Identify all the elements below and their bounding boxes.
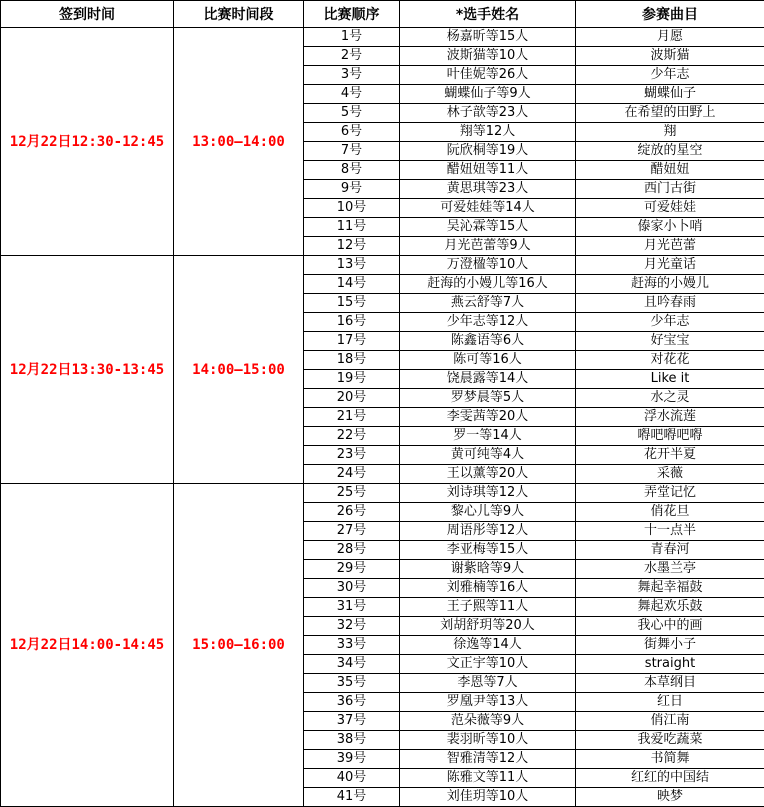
order-cell: 14号 bbox=[304, 275, 400, 294]
contestant-cell: 饶晨露等14人 bbox=[400, 370, 576, 389]
contestant-cell: 波斯猫等10人 bbox=[400, 47, 576, 66]
order-cell: 8号 bbox=[304, 161, 400, 180]
contestant-cell: 刘雅楠等16人 bbox=[400, 579, 576, 598]
song-cell: 蝴蝶仙子 bbox=[576, 85, 764, 104]
order-cell: 3号 bbox=[304, 66, 400, 85]
contestant-cell: 王以薰等20人 bbox=[400, 465, 576, 484]
order-cell: 31号 bbox=[304, 598, 400, 617]
song-cell: 舞起欢乐鼓 bbox=[576, 598, 764, 617]
order-cell: 15号 bbox=[304, 294, 400, 313]
song-cell: 波斯猫 bbox=[576, 47, 764, 66]
table-row bbox=[1, 256, 764, 275]
header-checkin-time: 签到时间 bbox=[1, 1, 174, 28]
song-cell: 西门古街 bbox=[576, 180, 764, 199]
order-cell: 10号 bbox=[304, 199, 400, 218]
song-cell: Like it bbox=[576, 370, 764, 389]
order-cell: 12号 bbox=[304, 237, 400, 256]
order-cell: 7号 bbox=[304, 142, 400, 161]
header-match-order: 比赛顺序 bbox=[304, 1, 400, 28]
song-cell: 俏江南 bbox=[576, 712, 764, 731]
order-cell: 9号 bbox=[304, 180, 400, 199]
table-row bbox=[1, 28, 764, 47]
order-cell: 38号 bbox=[304, 731, 400, 750]
song-cell: 少年志 bbox=[576, 313, 764, 332]
contestant-cell: 谢紫晗等9人 bbox=[400, 560, 576, 579]
order-cell: 28号 bbox=[304, 541, 400, 560]
song-cell: 映梦 bbox=[576, 788, 764, 807]
song-cell: straight bbox=[576, 655, 764, 674]
song-cell: 书简舞 bbox=[576, 750, 764, 769]
header-row bbox=[1, 1, 764, 28]
order-cell: 22号 bbox=[304, 427, 400, 446]
contestant-cell: 赶海的小嫚儿等16人 bbox=[400, 275, 576, 294]
order-cell: 20号 bbox=[304, 389, 400, 408]
song-cell: 我爱吃蔬菜 bbox=[576, 731, 764, 750]
order-cell: 5号 bbox=[304, 104, 400, 123]
song-cell: 可爱娃娃 bbox=[576, 199, 764, 218]
order-cell: 13号 bbox=[304, 256, 400, 275]
song-cell: 月愿 bbox=[576, 28, 764, 47]
song-cell: 好宝宝 bbox=[576, 332, 764, 351]
contestant-cell: 陈雅文等11人 bbox=[400, 769, 576, 788]
contestant-cell: 林子歆等23人 bbox=[400, 104, 576, 123]
song-cell: 红日 bbox=[576, 693, 764, 712]
song-cell: 青春河 bbox=[576, 541, 764, 560]
contestant-cell: 罗梦晨等5人 bbox=[400, 389, 576, 408]
header-song: 参赛曲目 bbox=[576, 1, 764, 28]
header-contestant-name: *选手姓名 bbox=[400, 1, 576, 28]
contestant-cell: 翔等12人 bbox=[400, 123, 576, 142]
contestant-cell: 李亚梅等15人 bbox=[400, 541, 576, 560]
contestant-cell: 罗一等14人 bbox=[400, 427, 576, 446]
contestant-cell: 醋妞妞等11人 bbox=[400, 161, 576, 180]
song-cell: 月光芭蕾 bbox=[576, 237, 764, 256]
contestant-cell: 周语彤等12人 bbox=[400, 522, 576, 541]
contestant-cell: 吴沁霖等15人 bbox=[400, 218, 576, 237]
song-cell: 水之灵 bbox=[576, 389, 764, 408]
match-period-cell: 13:00—14:00 bbox=[174, 28, 304, 256]
order-cell: 36号 bbox=[304, 693, 400, 712]
contestant-cell: 罗凰尹等13人 bbox=[400, 693, 576, 712]
order-cell: 16号 bbox=[304, 313, 400, 332]
contestant-cell: 黄可纯等4人 bbox=[400, 446, 576, 465]
song-cell: 水墨兰亭 bbox=[576, 560, 764, 579]
order-cell: 29号 bbox=[304, 560, 400, 579]
order-cell: 39号 bbox=[304, 750, 400, 769]
song-cell: 傣家小卜哨 bbox=[576, 218, 764, 237]
contestant-cell: 文正宇等10人 bbox=[400, 655, 576, 674]
contestant-cell: 蝴蝶仙子等9人 bbox=[400, 85, 576, 104]
contestant-cell: 李恩等7人 bbox=[400, 674, 576, 693]
song-cell: 采薇 bbox=[576, 465, 764, 484]
checkin-time-cell: 12月22日14:00-14:45 bbox=[1, 484, 174, 807]
song-cell: 舞起幸福鼓 bbox=[576, 579, 764, 598]
order-cell: 23号 bbox=[304, 446, 400, 465]
contestant-cell: 少年志等12人 bbox=[400, 313, 576, 332]
contestant-cell: 万澄楹等10人 bbox=[400, 256, 576, 275]
header-match-period: 比赛时间段 bbox=[174, 1, 304, 28]
contestant-cell: 可爱娃娃等14人 bbox=[400, 199, 576, 218]
order-cell: 27号 bbox=[304, 522, 400, 541]
song-cell: 街舞小子 bbox=[576, 636, 764, 655]
song-cell: 翔 bbox=[576, 123, 764, 142]
order-cell: 32号 bbox=[304, 617, 400, 636]
song-cell: 少年志 bbox=[576, 66, 764, 85]
contestant-cell: 陈鑫语等6人 bbox=[400, 332, 576, 351]
order-cell: 37号 bbox=[304, 712, 400, 731]
contestant-cell: 智雅清等12人 bbox=[400, 750, 576, 769]
order-cell: 30号 bbox=[304, 579, 400, 598]
order-cell: 11号 bbox=[304, 218, 400, 237]
contestant-cell: 黎心儿等9人 bbox=[400, 503, 576, 522]
checkin-time-cell: 12月22日12:30-12:45 bbox=[1, 28, 174, 256]
order-cell: 34号 bbox=[304, 655, 400, 674]
contestant-cell: 叶佳妮等26人 bbox=[400, 66, 576, 85]
order-cell: 35号 bbox=[304, 674, 400, 693]
song-cell: 花开半夏 bbox=[576, 446, 764, 465]
order-cell: 24号 bbox=[304, 465, 400, 484]
order-cell: 6号 bbox=[304, 123, 400, 142]
song-cell: 我心中的画 bbox=[576, 617, 764, 636]
contestant-cell: 徐逸等14人 bbox=[400, 636, 576, 655]
contestant-cell: 范朵薇等9人 bbox=[400, 712, 576, 731]
match-period-cell: 14:00—15:00 bbox=[174, 256, 304, 484]
order-cell: 4号 bbox=[304, 85, 400, 104]
song-cell: 弄堂记忆 bbox=[576, 484, 764, 503]
song-cell: 月光童话 bbox=[576, 256, 764, 275]
order-cell: 26号 bbox=[304, 503, 400, 522]
order-cell: 19号 bbox=[304, 370, 400, 389]
match-period-cell: 15:00—16:00 bbox=[174, 484, 304, 807]
song-cell: 俏花旦 bbox=[576, 503, 764, 522]
song-cell: 对花花 bbox=[576, 351, 764, 370]
contestant-cell: 杨嘉昕等15人 bbox=[400, 28, 576, 47]
contestant-cell: 黄思琪等23人 bbox=[400, 180, 576, 199]
song-cell: 红红的中国结 bbox=[576, 769, 764, 788]
contestant-cell: 刘胡舒玥等20人 bbox=[400, 617, 576, 636]
song-cell: 在希望的田野上 bbox=[576, 104, 764, 123]
order-cell: 41号 bbox=[304, 788, 400, 807]
order-cell: 18号 bbox=[304, 351, 400, 370]
order-cell: 33号 bbox=[304, 636, 400, 655]
song-cell: 嘚吧嘚吧嘚 bbox=[576, 427, 764, 446]
song-cell: 醋妞妞 bbox=[576, 161, 764, 180]
song-cell: 赶海的小嫚儿 bbox=[576, 275, 764, 294]
contestant-cell: 阮欣桐等19人 bbox=[400, 142, 576, 161]
contestant-cell: 刘佳玥等10人 bbox=[400, 788, 576, 807]
order-cell: 2号 bbox=[304, 47, 400, 66]
contestant-cell: 月光芭蕾等9人 bbox=[400, 237, 576, 256]
order-cell: 21号 bbox=[304, 408, 400, 427]
order-cell: 1号 bbox=[304, 28, 400, 47]
song-cell: 十一点半 bbox=[576, 522, 764, 541]
contestant-cell: 刘诗琪等12人 bbox=[400, 484, 576, 503]
song-cell: 浮水流莲 bbox=[576, 408, 764, 427]
table-row bbox=[1, 484, 764, 503]
order-cell: 17号 bbox=[304, 332, 400, 351]
schedule-body bbox=[1, 28, 764, 807]
contestant-cell: 燕云舒等7人 bbox=[400, 294, 576, 313]
order-cell: 25号 bbox=[304, 484, 400, 503]
contestant-cell: 裴羽昕等10人 bbox=[400, 731, 576, 750]
contestant-cell: 陈可等16人 bbox=[400, 351, 576, 370]
song-cell: 绽放的星空 bbox=[576, 142, 764, 161]
contestant-cell: 王子熙等11人 bbox=[400, 598, 576, 617]
checkin-time-cell: 12月22日13:30-13:45 bbox=[1, 256, 174, 484]
song-cell: 本草纲目 bbox=[576, 674, 764, 693]
song-cell: 且吟春雨 bbox=[576, 294, 764, 313]
order-cell: 40号 bbox=[304, 769, 400, 788]
contestant-cell: 李雯茜等20人 bbox=[400, 408, 576, 427]
